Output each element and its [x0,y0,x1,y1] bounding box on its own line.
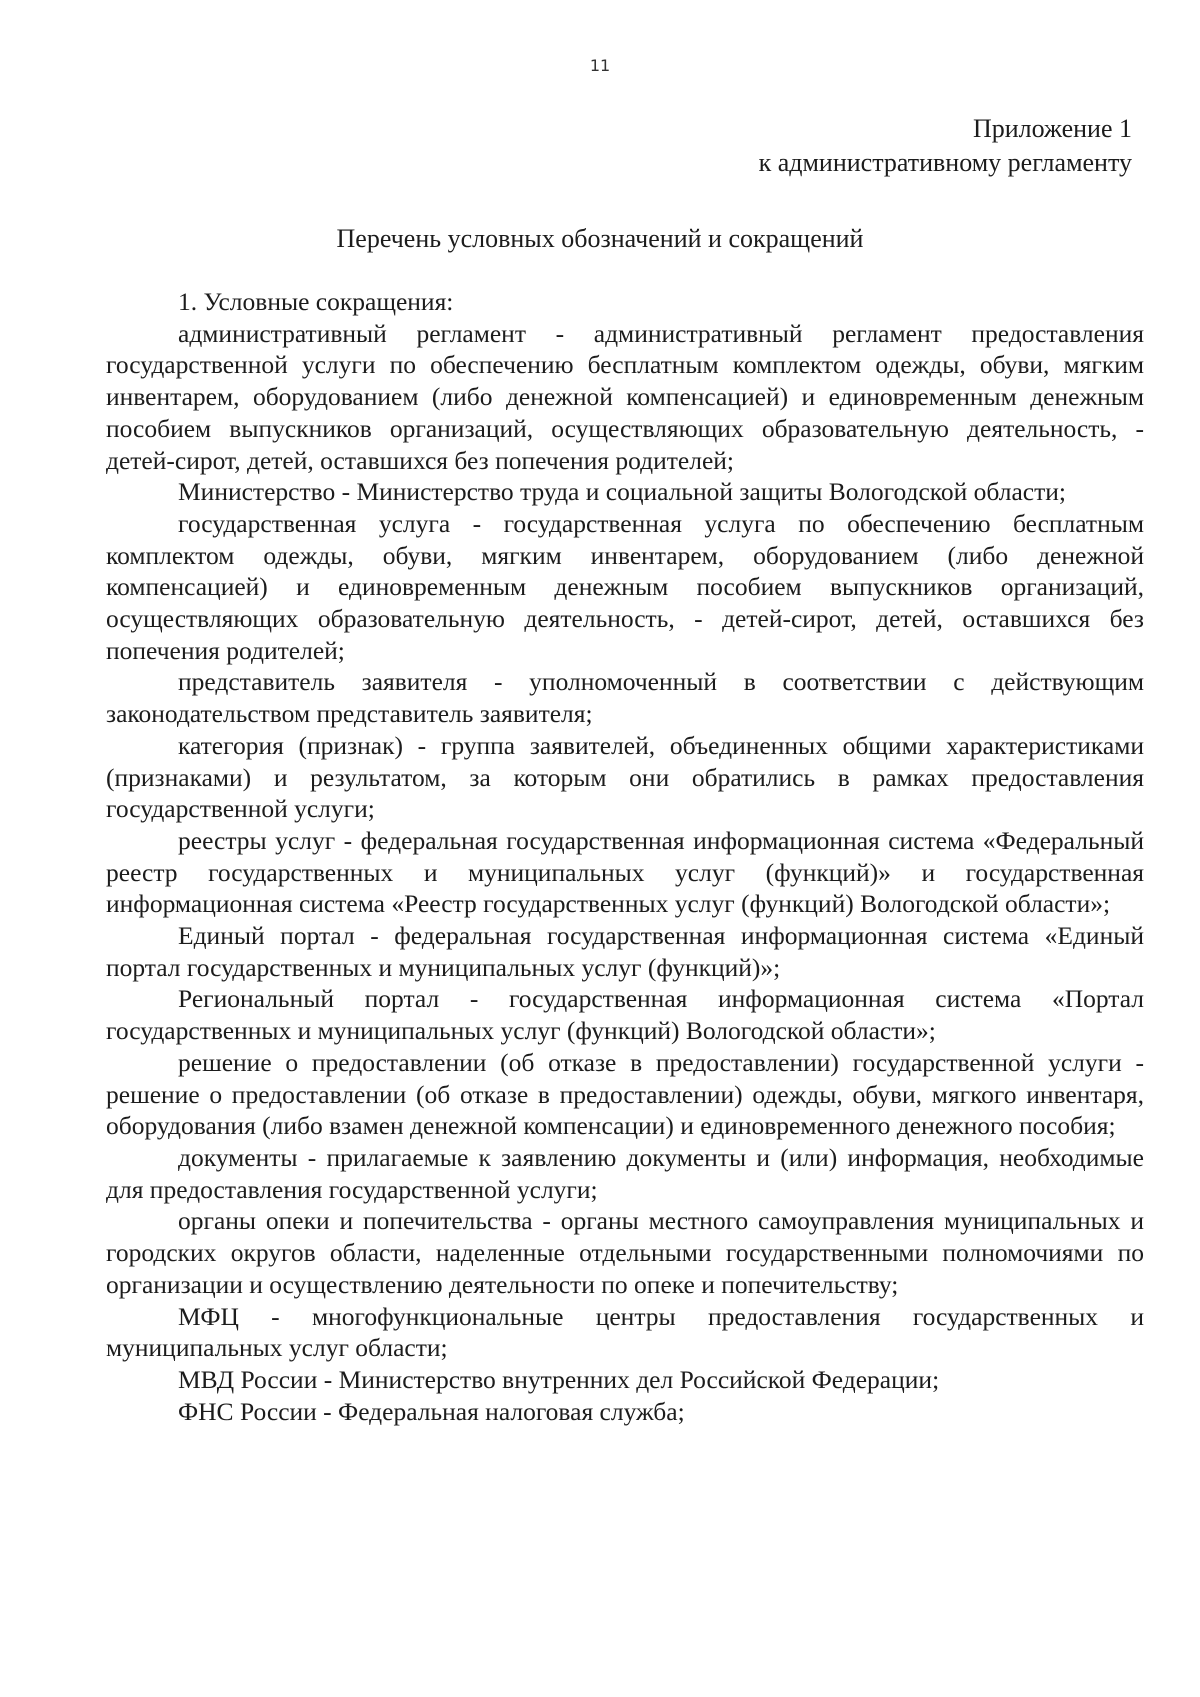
document-title: Перечень условных обозначений и сокращений [336,224,864,253]
page-number: 11 [589,56,611,75]
definition-service-registries: реестры услуг - федеральная государственная информационная система «Федеральный реестр государственных и муниципальных услуг (функций)» и государственная информационная система «Реестр государственных услуг (функций) Вологодской области»; [106,825,1144,919]
definition-state-service: государственная услуга - государственная услуга по обеспечению бесплатным комплектом одежды, обуви, мягким инвентарем, оборудованием (либо денежной компенсацией) и единовременным денежным пособием выпускников организаций, осуществляющих образовательную деятельность, - детей-сирот, детей, оставшихся без попечения родителей; [106,508,1144,665]
appendix-reference: к административному регламенту [758,148,1132,177]
definition-guardianship-bodies: органы опеки и попечительства - органы местного самоуправления муниципальных и городских округов области, наделенные отдельными государственными полномочиями по организации и осуществлению деятельности по опеке и попечительству; [106,1206,1144,1299]
document-body [106,286,1144,1427]
definition-mvd: МВД России - Министерство внутренних дел Российской Федерации; [178,1364,940,1394]
definition-documents: документы - прилагаемые к заявлению документы и (или) информация, необходимые для предоставления государственной услуги; [106,1142,1144,1204]
definition-ministry: Министерство - Министерство труда и социальной защиты Вологодской области; [178,477,1066,507]
definition-decision: решение о предоставлении (об отказе в предоставлении) государственной услуги - решение о предоставлении (об отказе в предоставлении) одежды, обуви, мягкого инвентаря, оборудования (либо взамен денежной компенсации) и единовременного денежного пособия; [106,1047,1144,1141]
definition-regional-portal: Региональный портал - государственная информационная система «Портал государственных и муниципальных услуг (функций) Вологодской области»; [106,984,1144,1046]
definition-administrative-regulation: административный регламент - административный регламент предоставления государственной услуги по обеспечению бесплатным комплектом одежды, обуви, мягким инвентарем, оборудованием (либо денежной компенсацией) и единовременным денежным пособием выпускников организаций, осуществляющих образовательную деятельность, - детей-сирот, детей, оставшихся без попечения родителей; [106,318,1144,475]
appendix-heading [759,112,1132,180]
definition-applicant-representative: представитель заявителя - уполномоченный в соответствии с действующим законодательством представитель заявителя; [106,667,1144,729]
appendix-label: Приложение 1 [972,114,1132,143]
definition-unified-portal: Единый портал - федеральная государственная информационная система «Единый портал государственных и муниципальных услуг (функций)»; [106,921,1144,982]
definition-fns: ФНС России - Федеральная налоговая служба; [178,1396,685,1426]
definition-mfc: МФЦ - многофункциональные центры предоставления государственных и муниципальных услуг области; [106,1301,1144,1363]
section-heading: 1. Условные сокращения: [178,287,454,316]
definition-category: категория (признак) - группа заявителей, объединенных общими характеристиками (признаками) и результатом, за которым они обратились в рамках предоставления государственной услуги; [106,730,1144,824]
